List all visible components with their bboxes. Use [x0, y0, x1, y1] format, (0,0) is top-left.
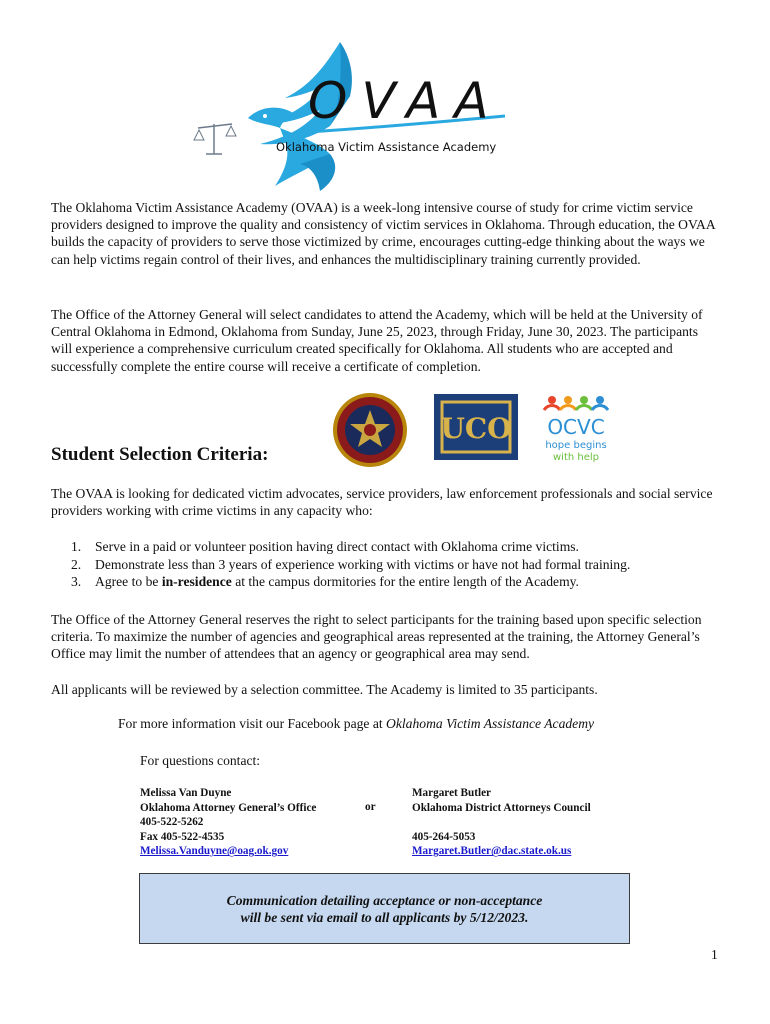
criteria-intro: The OVAA is looking for dedicated victim advocates, service providers, law enforcement professionals and social service providers working with crime victims in any capacity who:: [51, 486, 713, 519]
notice-line-2: will be sent via email to all applicants by 5/12/2023.: [240, 909, 529, 925]
contact-melissa: [140, 786, 316, 859]
list-item: 1. Serve in a paid or volunteer position having direct contact with Oklahoma crime victims.: [71, 539, 579, 554]
contact-margaret: [412, 786, 591, 859]
contact-phone: 405-264-5053: [412, 830, 476, 843]
review-paragraph: All applicants will be reviewed by a selection committee. The Academy is limited to 35 participants.: [51, 682, 598, 697]
page-number: 1: [711, 947, 718, 962]
notice-box: [139, 873, 630, 944]
ovaa-logo: [190, 36, 520, 194]
or-separator: or: [365, 801, 376, 813]
contact-phone: 405-522-5262: [140, 816, 204, 829]
questions-label: For questions contact:: [140, 753, 261, 768]
notice-line-1: Communication detailing acceptance or non-acceptance: [226, 892, 543, 908]
partner-emblems: [330, 392, 620, 472]
in-residence-emphasis: in-residence: [161, 574, 232, 590]
contact-org: Oklahoma District Attorneys Council: [412, 801, 591, 814]
intro-paragraph-2: The Office of the Attorney General will select candidates to attend the Academy, which will be held at the University of Central Oklahoma in Edmond, Oklahoma from Sunday, June 25, 2023, through Friday, June 30, 2023. The participants will experience a comprehensive curriculum created specifically for Oklahoma. All students who are accepted and successfully complete the entire course will receive a certificate of completion.: [51, 307, 703, 374]
list-item: 2. Demonstrate less than 3 years of experience working with victims or have not had formal training.: [71, 556, 631, 572]
contact-name: Margaret Butler: [412, 787, 492, 799]
list-item: 3. Agree to be in-residence at the campus dormitories for the entire length of the Academy.: [71, 574, 579, 590]
contact-email-link[interactable]: Margaret.Butler@dac.state.ok.us: [412, 845, 572, 858]
facebook-line: For more information visit our Facebook page at Oklahoma Victim Assistance Academy: [118, 716, 595, 731]
criteria-heading: Student Selection Criteria:: [51, 444, 269, 465]
contact-org: Oklahoma Attorney General’s Office: [140, 801, 317, 814]
ocvc-tagline-2: with help: [552, 452, 600, 463]
rights-paragraph: The Office of the Attorney General reserves the right to select participants for the training based upon specific selection criteria. To maximize the number of agencies and geographical areas represented at the training, the Attorney General’s Office may limit the number of attendees that an agency or geographical area may send.: [51, 612, 702, 662]
ocvc-tagline-1: hope begins: [545, 440, 607, 451]
contact-email-link[interactable]: Melissa.Vanduyne@oag.ok.gov: [140, 845, 289, 858]
contact-fax: Fax 405-522-4535: [140, 830, 225, 843]
ocvc-people-icon: [544, 396, 608, 410]
attorney-general-seal-icon: [333, 393, 407, 467]
criteria-list: [71, 538, 731, 591]
logo-subtitle: Oklahoma Victim Assistance Academy: [276, 140, 497, 154]
ocvc-text: OCVC: [547, 415, 605, 439]
logo-title: OVAA: [308, 72, 503, 130]
facebook-page-name: Oklahoma Victim Assistance Academy: [386, 716, 595, 731]
contact-name: Melissa Van Duyne: [140, 787, 232, 799]
uco-text: UCO: [440, 412, 512, 445]
intro-paragraph-1: The Oklahoma Victim Assistance Academy (OVAA) is a week-long intensive course of study for crime victim service providers designed to improve the quality and consistency of victim services in Oklahoma. Through education, the OVAA builds the capacity of providers to serve those victimized by crime, encourages cutting-edge thinking about the ways we can help victims regain control of their lives, and enhances the multidisciplinary training currently provided.: [51, 200, 715, 267]
